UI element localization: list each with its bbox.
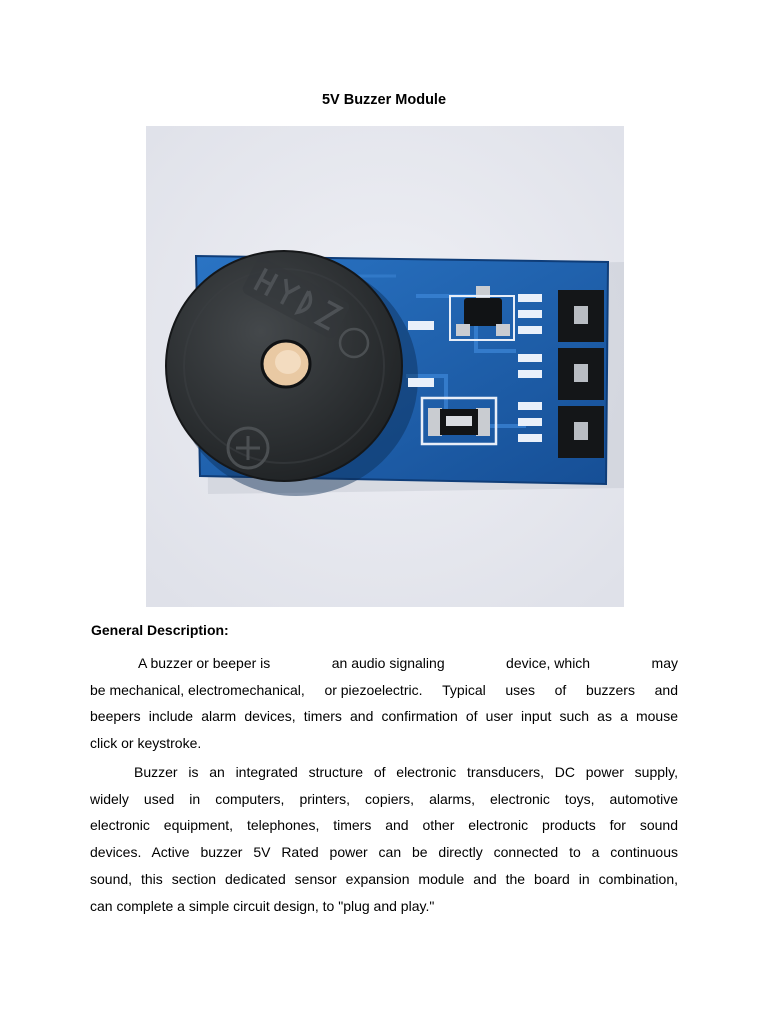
paragraph-1	[90, 650, 678, 757]
text-run: may	[651, 655, 678, 671]
paragraph-2-line-4: devices. Active buzzer 5V Rated power can be directly connected to a continuous	[90, 844, 678, 861]
text-run: an audio signaling	[331, 655, 445, 671]
paragraph-2-line-3: electronic equipment, telephones, timers and other electronic products for sound	[90, 817, 678, 834]
paragraph-1-line-3: beepers include alarm devices, timers and confirmation of user input such as a mouse	[90, 708, 678, 725]
paragraph-2-line-2: widely used in computers, printers, copiers, alarms, electronic toys, automotive	[90, 790, 678, 807]
paragraph-1-line-2	[90, 677, 678, 704]
paragraph-1-line-4: click or keystroke.	[90, 735, 202, 752]
section-heading: General Description:	[91, 622, 229, 638]
text-run: be mechanical, electromechanical,	[90, 681, 305, 698]
paragraph-2-line-1: Buzzer is an integrated structure of electronic transducers, DC power supply,	[134, 764, 678, 780]
text-run: device, which	[506, 655, 591, 671]
text-run: A buzzer or beeper is	[138, 655, 271, 671]
paragraph-1-line-1	[90, 650, 678, 677]
text-run: buzzers	[585, 681, 635, 698]
paragraph-2-line-6: can complete a simple circuit design, to "plug and play."	[90, 897, 435, 914]
paragraph-2	[90, 759, 678, 919]
buzzer-module-photo	[146, 126, 624, 607]
document-title: 5V Buzzer Module	[321, 92, 447, 108]
text-run: and	[654, 681, 678, 698]
text-run: or piezoelectric.	[324, 681, 423, 698]
text-run: Typical	[442, 681, 486, 698]
text-run: uses	[505, 681, 535, 698]
text-run: of	[554, 681, 567, 698]
paragraph-2-line-5: sound, this section dedicated sensor expansion module and the board in combination,	[90, 870, 678, 887]
